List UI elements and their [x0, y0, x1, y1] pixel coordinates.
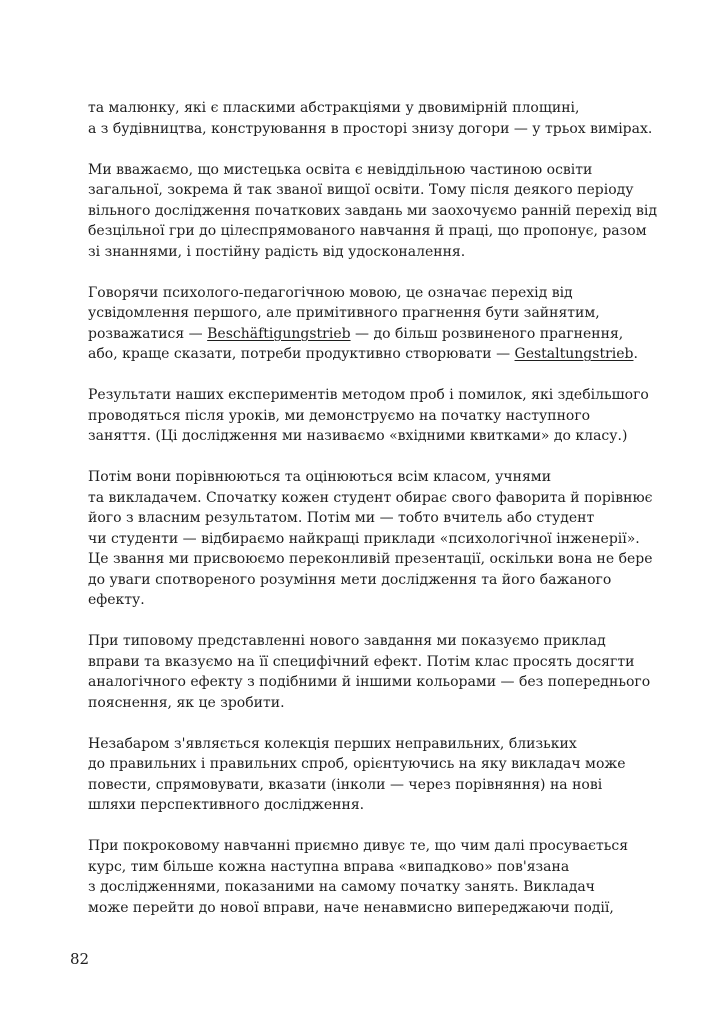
- text-segment: пояснення, як це зробити.: [88, 694, 285, 711]
- text-line: [88, 98, 648, 119]
- text-segment: При типовому представленні нового завдання ми показуємо приклад: [88, 633, 606, 649]
- text-line: [88, 795, 648, 816]
- text-segment: Ми вважаємо, що мистецька освіта є невіддільною частиною освіти: [88, 161, 593, 178]
- text-segment: заняття. (Ці дослідження ми називаємо «вхідними квитками» до класу.): [88, 428, 628, 444]
- text-segment: а з будівництва, конструювання в просторі знизу догори — у трьох вимірах.: [88, 120, 653, 137]
- text-line: [88, 344, 648, 365]
- text-segment: до уваги спотвореного розуміння мети дослідження та його бажаного: [88, 571, 612, 588]
- text-segment: .: [633, 346, 638, 362]
- text-line: [88, 406, 648, 427]
- page-number: 82: [70, 950, 90, 968]
- text-segment: або, краще сказати, потреби продуктивно створювати —: [88, 346, 515, 362]
- text-line: [88, 570, 648, 591]
- text-line: [88, 754, 648, 775]
- text-line: [88, 734, 648, 755]
- text-line: [88, 508, 648, 529]
- text-segment: загальної, зокрема й так званої вищої освіти. Тому після деякого періоду: [88, 182, 634, 198]
- text-segment: аналогічного ефекту з подібними й іншими кольорами — без попереднього: [88, 674, 651, 690]
- paragraph: [88, 385, 648, 447]
- text-segment: розважатися —: [88, 325, 208, 342]
- text-line: [88, 426, 648, 447]
- paragraph: [88, 631, 651, 713]
- text-segment: до правильних і правильних спроб, орієнтуючись на яку викладач може: [88, 756, 626, 772]
- text-segment: ефекту.: [88, 592, 145, 608]
- paragraph: [88, 836, 648, 918]
- text-line: [88, 631, 648, 652]
- text-segment: Говорячи психолого-педагогічною мовою, це означає перехід від: [88, 284, 573, 301]
- text-segment: та викладачем. Спочатку кожен студент обирає свого фаворита й порівнює: [88, 489, 653, 506]
- text-segment: його з власним результатом. Потім ми — тобто вчитель або студент: [88, 510, 595, 526]
- text-line: [88, 652, 648, 673]
- text-segment: може перейти до нової вправи, наче ненавмисно випереджаючи події,: [88, 899, 614, 916]
- text-line: [88, 857, 648, 878]
- text-line: [88, 303, 648, 324]
- text-line: [88, 283, 648, 304]
- text-segment: з дослідженнями, показаними на самому початку занять. Викладач: [88, 879, 595, 895]
- text-segment: Потім вони порівнюються та оцінюються всім класом, учнями: [88, 469, 552, 485]
- text-line: [88, 180, 648, 201]
- paragraph: [88, 467, 653, 611]
- text-line: [88, 775, 648, 796]
- text-segment: та малюнку, які є пласкими абстракціями у двовимірній площині,: [88, 100, 580, 116]
- text-segment: вправи та вказуємо на її специфічний ефект. Потім клас просять досягти: [88, 653, 635, 670]
- text-segment: безцільної гри до цілеспрямованого навчання й праці, що пропонує, разом: [88, 223, 647, 239]
- text-segment: курс, тим більше кожна наступна вправа «випадково» пов'язана: [88, 858, 570, 875]
- text-segment: Це звання ми присвоюємо переконливій презентації, оскільки вона не бере: [88, 551, 653, 567]
- text-line: [88, 242, 648, 263]
- underlined-term: Gestaltungstrieb: [514, 346, 634, 362]
- text-segment: шляхи перспективного дослідження.: [88, 797, 365, 813]
- text-segment: зі знаннями, і постійну радість від удосконалення.: [88, 243, 466, 260]
- body-text: [88, 98, 657, 939]
- paragraph: [88, 160, 657, 263]
- text-segment: Незабаром з'являється колекція перших неправильних, близьких: [88, 735, 577, 752]
- text-line: [88, 590, 648, 611]
- text-segment: При покроковому навчанні приємно дивує те, що чим далі просувається: [88, 838, 629, 854]
- text-segment: вільного дослідження початкових завдань ми заохочуємо ранній перехід від: [88, 202, 657, 219]
- text-segment: проводяться після уроків, ми демонструємо на початку наступного: [88, 407, 591, 424]
- text-line: [88, 324, 648, 345]
- text-segment: усвідомлення першого, але примітивного прагнення бути зайнятим,: [88, 305, 600, 321]
- text-segment: чи студенти — відбираємо найкращі приклади «психологічної інженерії».: [88, 530, 640, 547]
- text-line: [88, 488, 653, 509]
- underlined-term: Beschäftigungstrieb: [207, 325, 351, 342]
- text-line: [88, 467, 648, 488]
- text-segment: — до більш розвиненого прагнення,: [350, 325, 624, 342]
- paragraph: [88, 734, 648, 816]
- paragraph: [88, 283, 648, 365]
- text-line: [88, 877, 648, 898]
- text-segment: Результати наших експериментів методом проб і помилок, які здебільшого: [88, 387, 649, 403]
- text-line: [88, 836, 648, 857]
- text-line: [88, 898, 648, 919]
- text-line: [88, 385, 648, 406]
- text-line: [88, 221, 648, 242]
- paragraph: [88, 98, 653, 139]
- text-line: [88, 201, 657, 222]
- text-line: [88, 672, 651, 693]
- text-line: [88, 529, 648, 550]
- text-line: [88, 160, 648, 181]
- text-line: [88, 119, 653, 140]
- text-line: [88, 693, 648, 714]
- text-segment: повести, спрямовувати, вказати (інколи — через порівняння) на нові: [88, 776, 603, 793]
- text-line: [88, 549, 653, 570]
